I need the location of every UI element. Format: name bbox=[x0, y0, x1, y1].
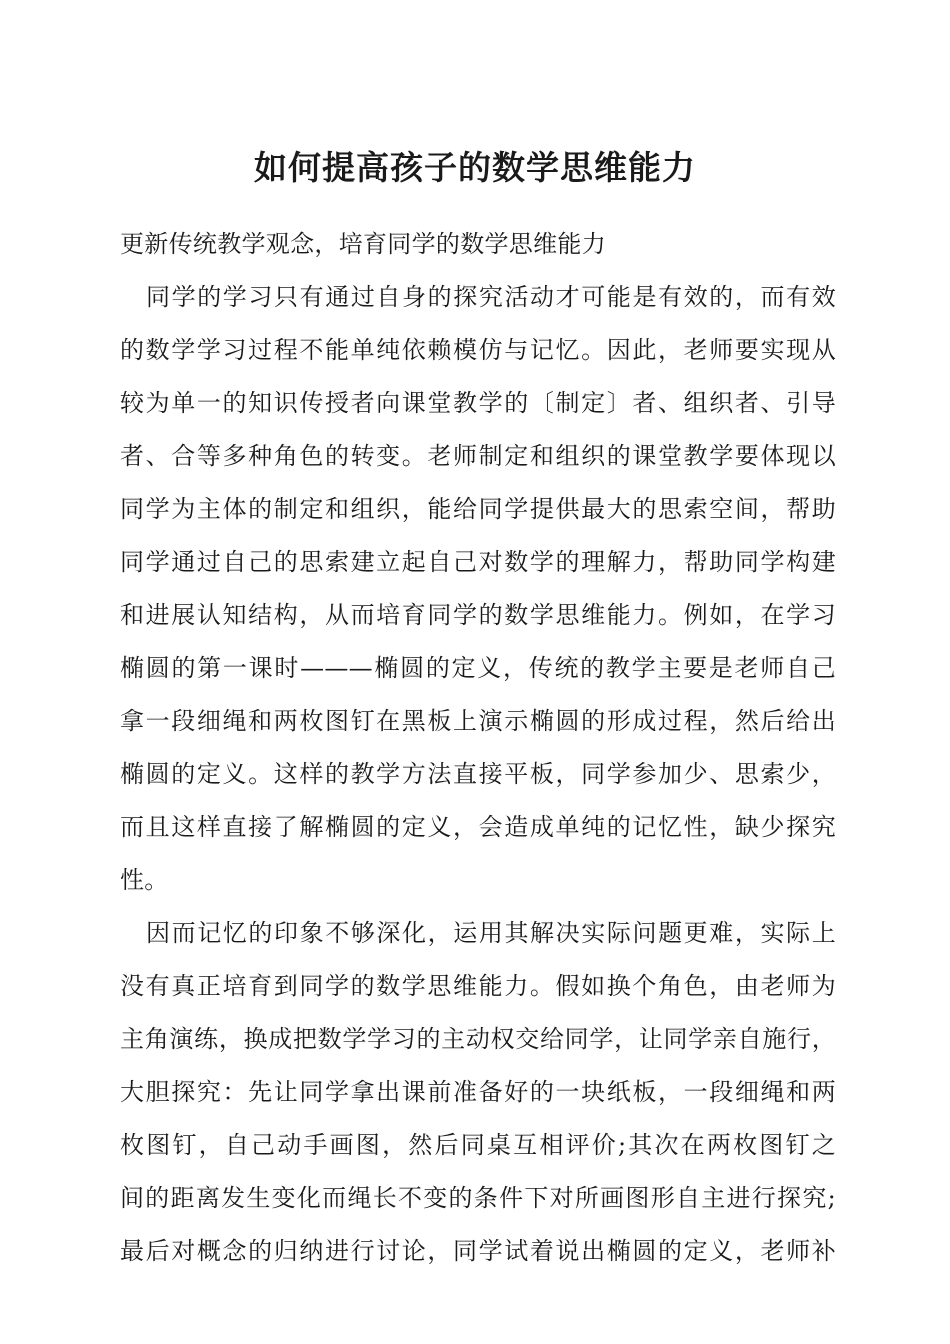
paragraph-line: 较为单一的知识传授者向课堂教学的〔制定〕者、组织者、引导 bbox=[120, 389, 836, 417]
paragraph-2 bbox=[120, 907, 836, 1278]
paragraph-line: 没有真正培育到同学的数学思维能力。假如换个角色，由老师为 bbox=[120, 972, 836, 1000]
paragraph-line: 枚图钉，自己动手画图，然后同桌互相评价;其次在两枚图钉之 bbox=[120, 1131, 836, 1159]
paragraph-line: 最后对概念的归纳进行讨论，同学试着说出椭圆的定义，老师补 bbox=[120, 1237, 836, 1265]
paragraph-line: 性。 bbox=[120, 866, 169, 894]
document-body bbox=[120, 218, 836, 1278]
paragraph-line: 间的距离发生变化而绳长不变的条件下对所画图形自主进行探究; bbox=[120, 1184, 836, 1212]
paragraph-line: 者、合等多种角色的转变。老师制定和组织的课堂教学要体现以 bbox=[120, 442, 836, 470]
section-heading: 更新传统教学观念，培育同学的数学思维能力 bbox=[120, 230, 606, 258]
paragraph-line: 主角演练，换成把数学学习的主动权交给同学，让同学亲自施行， bbox=[120, 1025, 836, 1053]
paragraph-line: 同学通过自己的思索建立起自己对数学的理解力，帮助同学构建 bbox=[120, 548, 836, 576]
paragraph-line: 而且这样直接了解椭圆的定义，会造成单纯的记忆性，缺少探究 bbox=[120, 813, 836, 841]
paragraph-line: 椭圆的定义。这样的教学方法直接平板，同学参加少、思索少， bbox=[120, 760, 836, 788]
paragraph-line: 椭圆的第一课时———椭圆的定义，传统的教学主要是老师自己 bbox=[120, 654, 836, 682]
paragraph-line: 同学的学习只有通过自身的探究活动才可能是有效的，而有效 bbox=[146, 283, 836, 311]
paragraph-line: 拿一段细绳和两枚图钉在黑板上演示椭圆的形成过程，然后给出 bbox=[120, 707, 836, 735]
paragraph-line: 的数学学习过程不能单纯依赖模仿与记忆。因此，老师要实现从 bbox=[120, 336, 836, 364]
paragraph-line: 大胆探究：先让同学拿出课前准备好的一块纸板，一段细绳和两 bbox=[120, 1078, 836, 1106]
paragraph-line: 和进展认知结构，从而培育同学的数学思维能力。例如，在学习 bbox=[120, 601, 836, 629]
document-title: 如何提高孩子的数学思维能力 bbox=[254, 148, 696, 187]
paragraph-line: 同学为主体的制定和组织，能给同学提供最大的思索空间，帮助 bbox=[120, 495, 836, 523]
paragraph-line: 因而记忆的印象不够深化，运用其解决实际问题更难，实际上 bbox=[146, 919, 836, 947]
paragraph-1 bbox=[120, 271, 836, 907]
